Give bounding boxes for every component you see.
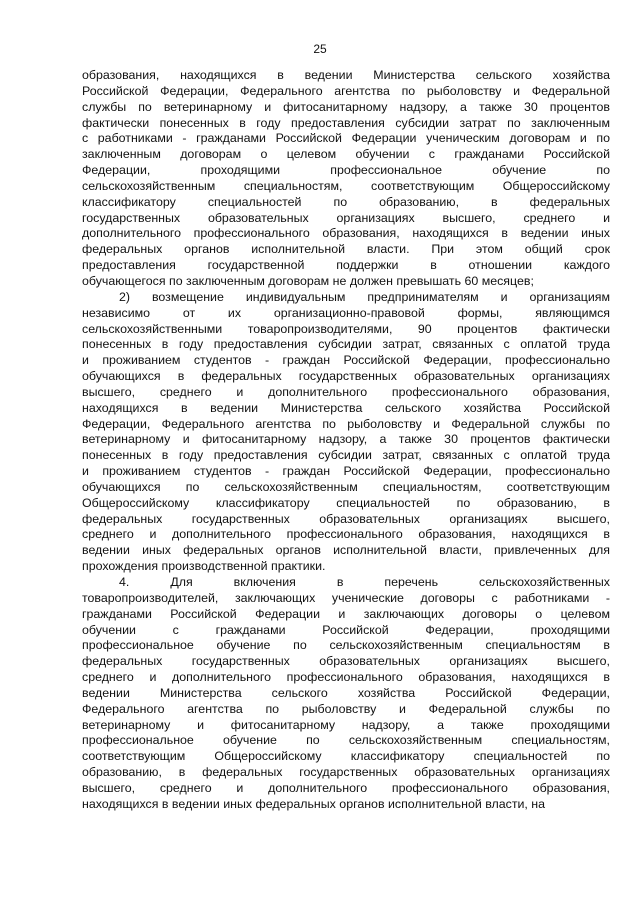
text-line: ведении Министерства сельского хозяйства Российской Федерации,: [82, 685, 610, 700]
text-line: соответствующим Общероссийскому классификатору специальностей по: [82, 749, 610, 764]
text-line: классификатору специальностей по образованию, в федеральных: [82, 194, 610, 209]
text-line: понесенных в году предоставления субсидии затрат, связанных с оплатой труда: [82, 448, 610, 463]
text-line: 4. Для включения в перечень сельскохозяйственных: [119, 575, 610, 589]
text-line: обучающихся в федеральных государственных образовательных организациях: [82, 369, 610, 384]
text-line: федеральных государственных образовательных организациях высшего,: [82, 511, 610, 526]
text-line: обучающегося по заключенным договорам не должен превышать 60 месяцев;: [82, 273, 534, 288]
text-line: и проживанием студентов - граждан Российской Федерации, профессионально: [82, 353, 610, 368]
text-line: Общероссийскому классификатору специальностей по образованию, в: [82, 495, 610, 510]
text-line: федеральных государственных образовательных организациях высшего,: [82, 654, 610, 669]
text-line: Федерации, проходящими профессиональное обучение по: [82, 163, 610, 178]
text-line: заключенным договорам о целевом обучении с гражданами Российской: [82, 147, 610, 162]
text-line: обучении с гражданами Российской Федерации, проходящими: [82, 622, 610, 637]
text-line: ветеринарному и фитосанитарному надзору, а также проходящими: [82, 717, 610, 732]
paragraph-continuation: [82, 68, 610, 290]
text-line: товаропроизводителей, заключающих ученические договоры с работниками -: [82, 590, 610, 605]
text-line: среднего и дополнительного профессионального образования, находящихся в: [82, 527, 610, 542]
text-line: независимо от их организационно-правовой формы, являющимся: [82, 305, 610, 320]
text-line: 2) возмещение индивидуальным предпринимателям и организациям: [119, 289, 610, 304]
text-line: образованию, в федеральных государственных образовательных организациях: [82, 765, 610, 780]
text-line: находящихся в ведении Министерства сельского хозяйства Российской: [82, 400, 610, 415]
text-line: прохождения производственной практики.: [82, 559, 326, 574]
text-line: с работниками - гражданами Российской Федерации ученическим договорам и по: [82, 131, 610, 146]
text-line: среднего и дополнительного профессионального образования, находящихся в: [82, 670, 610, 685]
text-line: фактически понесенных в году предоставления субсидии затрат по заключенным: [82, 115, 610, 130]
text-line: Российской Федерации, Федерального агентства по рыболовству и Федеральной: [82, 83, 610, 98]
text-line: предоставления государственной поддержки в отношении каждого: [82, 258, 610, 273]
text-line: службы по ветеринарному и фитосанитарному надзору, а также 30 процентов: [82, 99, 610, 114]
text-line: образования, находящихся в ведении Министерства сельского хозяйства: [82, 68, 610, 82]
text-line: сельскохозяйственными товаропроизводителями, 90 процентов фактически: [82, 321, 610, 336]
paragraph-item-4: [82, 575, 610, 813]
text-line: находящихся в ведении иных федеральных органов исполнительной власти, на: [82, 796, 546, 811]
text-line: ветеринарному и фитосанитарному надзору, а также 30 процентов фактически: [82, 432, 610, 447]
text-line: гражданами Российской Федерации и заключающих договоры о целевом: [82, 606, 610, 621]
text-line: федеральных органов исполнительной власти. При этом общий срок: [82, 242, 610, 257]
text-line: сельскохозяйственным специальностям, соответствующим Общероссийскому: [82, 178, 610, 193]
text-line: государственных образовательных организациях высшего, среднего и: [82, 210, 610, 225]
text-line: и проживанием студентов - граждан Российской Федерации, профессионально: [82, 464, 610, 479]
text-line: обучающихся по сельскохозяйственным специальностям, соответствующим: [82, 479, 610, 494]
text-line: понесенных в году предоставления субсидии затрат, связанных с оплатой труда: [82, 337, 610, 352]
page-number: 25: [313, 42, 327, 56]
text-line: профессиональное обучение по сельскохозяйственным специальностям в: [82, 638, 610, 653]
text-line: Федерации, Федерального агентства по рыболовству и Федеральной службы по: [82, 416, 610, 431]
text-line: Федерального агентства по рыболовству и Федеральной службы по: [82, 701, 610, 716]
text-line: профессиональное обучение по сельскохозяйственным специальностям,: [82, 733, 610, 748]
text-line: высшего, среднего и дополнительного профессионального образования,: [82, 384, 610, 399]
document-body: [82, 68, 610, 813]
paragraph-item-2: [82, 290, 610, 575]
text-line: дополнительного профессионального образования, находящихся в ведении иных: [82, 226, 610, 241]
text-line: ведении иных федеральных органов исполнительной власти, привлеченных для: [82, 543, 610, 558]
text-line: высшего, среднего и дополнительного профессионального образования,: [82, 780, 610, 795]
